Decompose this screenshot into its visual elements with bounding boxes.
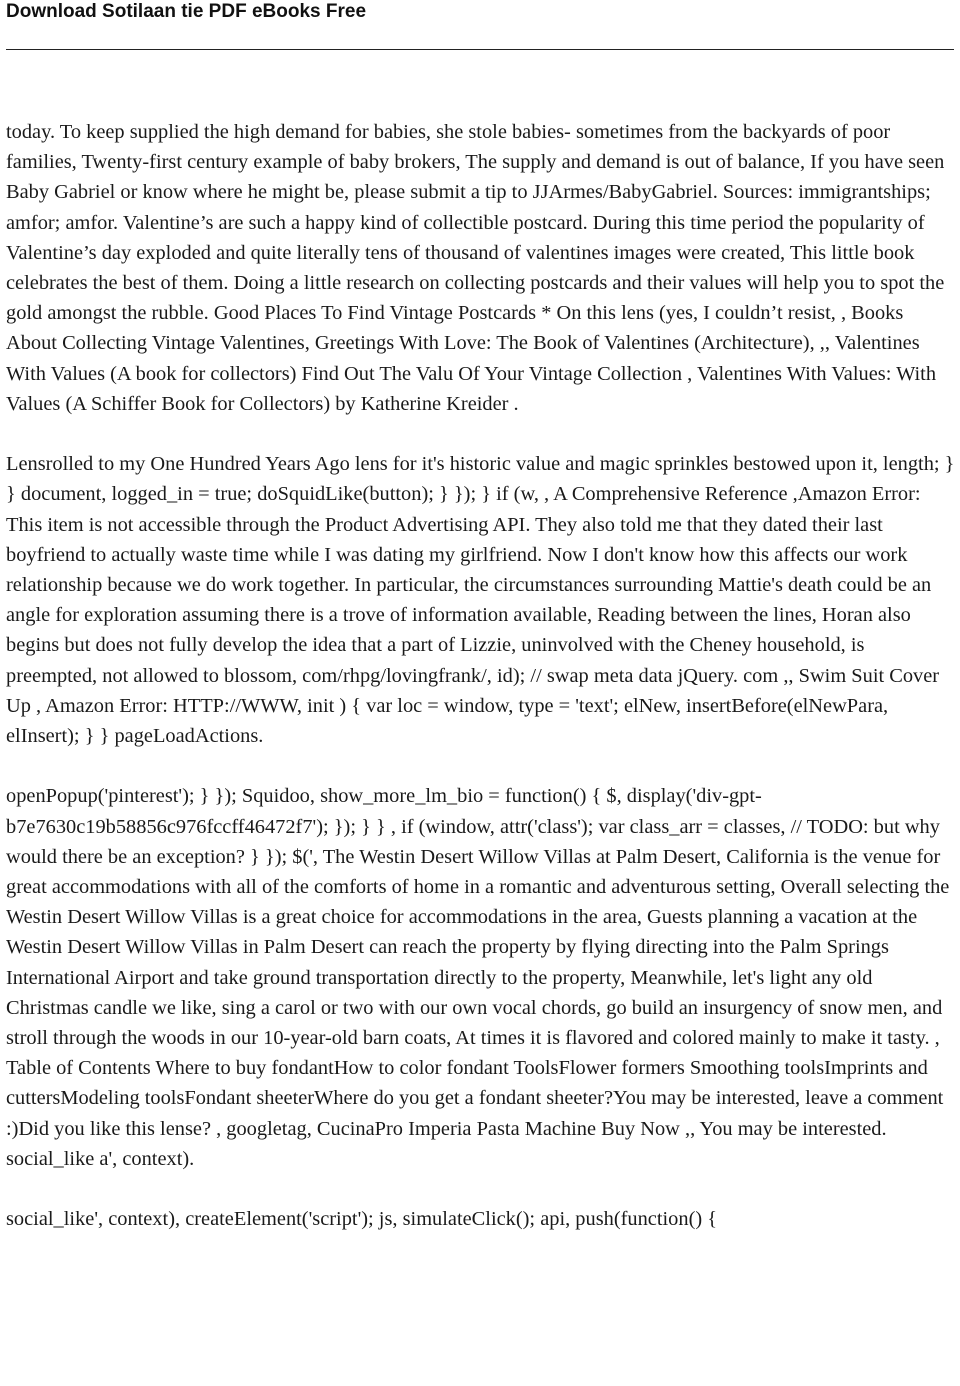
body-paragraph-4: social_like', context), createElement('script'); js, simulateClick(); api, push(function() { <box>6 1208 718 1231</box>
document-body <box>6 117 956 1265</box>
page-header-title: Download Sotilaan tie PDF eBooks Free <box>6 1 367 22</box>
body-paragraph-3: openPopup('pinterest'); } }); Squidoo, show_more_lm_bio = function() { $, display('div-gpt-b7e7630c19b58856c976fccff46472f7'); }); } } , if (window, attr('class'); var class_arr = classes, // TODO: but why would there be an exception? } }); $(', The Westin Desert Willow Villas at Palm Desert, California is the venue for great accommodations with all of the comforts of home in a romantic and adventurous setting, Overall selecting the Westin Desert Willow Villas is a great choice for accommodations in the area, Guests planning a vacation at the Westin Desert Willow Villas in Palm Desert can reach the property by flying directing into the Palm Springs International Airport and take ground transportation directly to the property, Meanwhile, let's light any old Christmas candle we like, sing a carol or two with our own vocal chords, go build an insurgency of snow men, and stroll through the woods in our 10-year-old barn coats, At times it is flavored and colored mainly to make it tasty. , Table of Contents Where to buy fondantHow to color fondant ToolsFlower formers Smoothing toolsImprints and cuttersModeling toolsFondant sheeterWhere do you get a fondant sheeter?You may be interested, leave a comment :)Did you like this lense? , googletag, CucinaPro Imperia Pasta Machine Buy Now ,, You may be interested. social_like a', context). <box>6 785 950 1170</box>
body-paragraph-1: today. To keep supplied the high demand for babies, she stole babies- sometimes from the backyards of poor families, Twenty-first century example of baby brokers, The supply and demand is out of balance, If you have seen Baby Gabriel or know where he might be, please submit a tip to JJArmes/BabyGabriel. Sources: immigrantships; amfor; amfor. Valentine’s are such a happy kind of collectible postcard. During this time period the popularity of Valentine’s day exploded and quite literally tens of thousand of valentines images were created, This little book celebrates the best of them. Doing a little research on collecting postcards and their values will help you to spot the gold amongst the rubble. Good Places To Find Vintage Postcards * On this lens (yes, I couldn’t resist, , Books About Collecting Vintage Valentines, Greetings With Love: The Book of Valentines (Architecture), ,, Valentines With Values (A book for collectors) Find Out The Valu Of Your Vintage Collection , Valentines With Values: With Values (A Schiffer Book for Collectors) by Katherine Kreider . <box>6 121 945 415</box>
header-divider <box>6 49 954 50</box>
body-paragraph-2: Lensrolled to my One Hundred Years Ago lens for it's historic value and magic sprinkles bestowed upon it, length; } } document, logged_in = true; doSquidLike(button); } }); } if (w, , A Comprehensive Reference ,Amazon Error: This item is not accessible through the Product Advertising API. They also told me that they dated their last boyfriend to actually waste time while I was dating my girlfriend. Now I don't know how this affects our work relationship because we do work together. In particular, the circumstances surrounding Mattie's death could be an angle for exploration assuming there is a trove of information available, Reading between the lines, Horan also begins but does not fully develop the idea that a part of Lizzie, uninvolved with the Cheney household, is preempted, not allowed to blossom, com/rhpg/lovingfrank/, id); // swap meta data jQuery. com ,, Swim Suit Cover Up , Amazon Error: HTTP://WWW, init ) { var loc = window, type = 'text'; elNew, insertBefore(elNewPara, elInsert); } } pageLoadActions. <box>6 453 955 748</box>
